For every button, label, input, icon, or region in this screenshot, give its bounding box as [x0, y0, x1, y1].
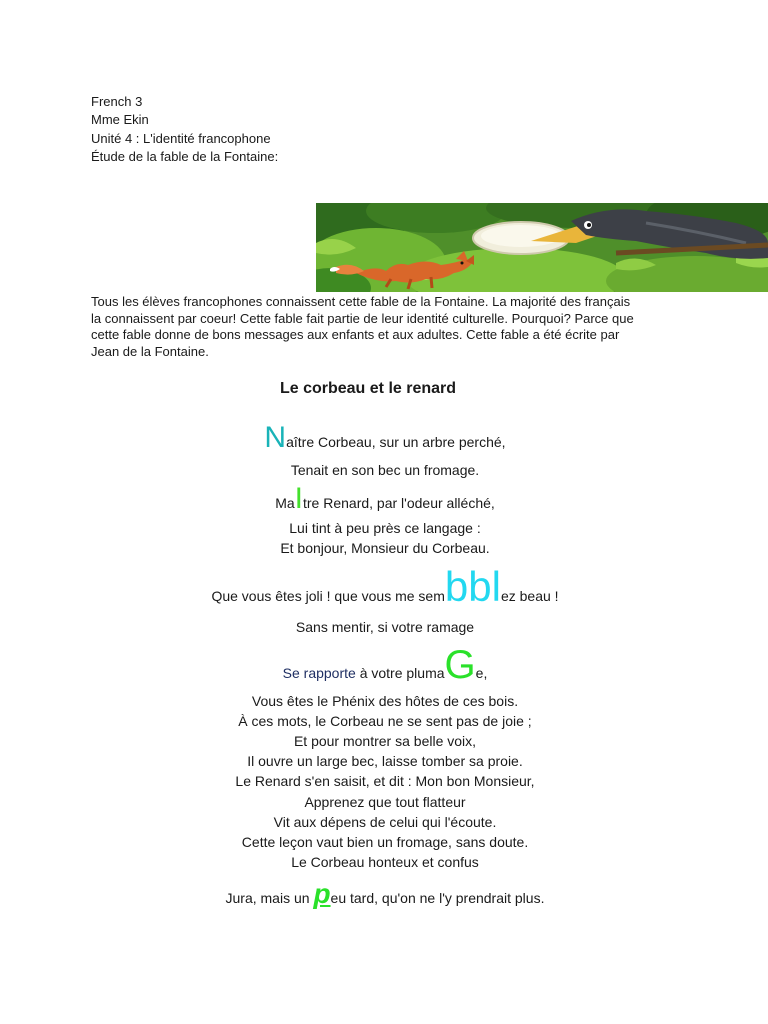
poem-line-8 [0, 643, 768, 688]
line-text: Jura, mais un [225, 890, 314, 906]
poem-line-1 [0, 421, 768, 455]
line-text: tre Renard, par l'odeur alléché, [303, 495, 495, 511]
line-text: à votre pluma [355, 665, 445, 681]
document-header [91, 93, 278, 166]
poem-title: Le corbeau et le renard [279, 380, 457, 397]
unit-title: Unité 4 : L'identité francophone [91, 130, 271, 146]
poem-line-15: Vit aux dépens de celui qui l'écoute. [273, 814, 497, 830]
intro-line: Tous les élèves francophones connaissent cette fable de la Fontaine. La majorité des français [91, 294, 631, 309]
line-text: e, [475, 665, 488, 681]
poem-line-17: Le Corbeau honteux et confus [291, 854, 479, 870]
poem-line-2: Tenait en son bec un fromage. [290, 462, 480, 478]
poem-line-13: Le Renard s'en saisit, et dit : Mon bon Monsieur, [235, 773, 535, 789]
intro-line: la connaissent par coeur! Cette fable fait partie de leur identité culturelle. Pourquoi? Parce que [91, 310, 634, 326]
line-text: Que vous êtes joli ! que vous me sem [211, 588, 445, 604]
poem-line-12: Il ouvre un large bec, laisse tomber sa proie. [247, 753, 523, 769]
poem-line-5: Et bonjour, Monsieur du Corbeau. [280, 540, 490, 556]
line-text: ez beau ! [500, 588, 559, 604]
poem-line-10: À ces mots, le Corbeau ne se sent pas de joie ; [238, 713, 532, 729]
highlight-letter: I [294, 482, 303, 515]
poem-line-11: Et pour montrer sa belle voix, [293, 733, 477, 749]
poem-line-7: Sans mentir, si votre ramage [295, 619, 475, 635]
highlight-letter: p [313, 878, 331, 909]
poem-line-6 [0, 563, 768, 611]
poem-line-4: Lui tint à peu près ce langage : [289, 520, 481, 536]
poem-line-3 [0, 482, 768, 516]
highlight-letters: bbl [444, 563, 501, 610]
fable-illustration [316, 203, 768, 292]
poem-line-18 [0, 878, 768, 910]
poem-line-16: Cette leçon vaut bien un fromage, sans doute. [241, 834, 529, 850]
poem-line-9: Vous êtes le Phénix des hôtes de ces bois. [251, 693, 519, 709]
study-title: Étude de la fable de la Fontaine: [91, 148, 279, 164]
crow-fox-image [316, 203, 768, 292]
teacher-name: Mme Ekin [91, 112, 149, 128]
line-text: Ma [275, 495, 295, 511]
line-text: aître Corbeau, sur un arbre perché, [286, 434, 506, 450]
poem-line-14: Apprenez que tout flatteur [304, 794, 466, 810]
line-text: eu tard, qu'on ne l'y prendrait plus. [330, 890, 545, 906]
intro-line: Jean de la Fontaine. [91, 343, 209, 359]
course-name: French 3 [91, 94, 143, 109]
line-text: Se rapporte [282, 665, 356, 681]
intro-line: cette fable donne de bons messages aux enfants et aux adultes. Cette fable a été écrite par [91, 327, 620, 342]
highlight-letter: G [444, 643, 476, 687]
highlight-letter: N [264, 421, 287, 454]
intro-paragraph [91, 294, 691, 360]
